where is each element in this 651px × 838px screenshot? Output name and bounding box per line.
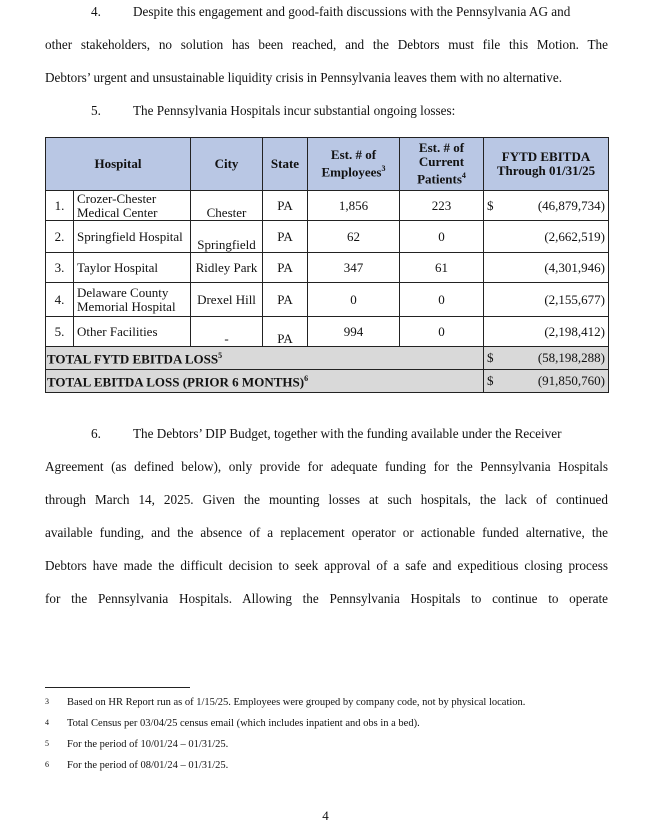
para6-number: 6.: [91, 426, 101, 441]
hospital-name: Taylor Hospital: [74, 253, 191, 283]
para5-number: 5.: [91, 103, 101, 118]
table-row: 1. Crozer-Chester Medical Center Chester PA 1,856 223 $ (46,879,734): [46, 191, 609, 221]
hospital-losses-table: [45, 137, 609, 393]
table-row: 2. Springfield Hospital Springfield PA 62 0 (2,662,519): [46, 221, 609, 253]
total-fytd-row: TOTAL FYTD EBITDA LOSS$^5$ $ (58,198,288): [46, 347, 609, 370]
para6-line-3: through March 14, 2025. Given the mounting losses at such hospitals, the lack of continued: [45, 492, 608, 507]
footnote-3: 3 Based on HR Report run as of 1/15/25. Employees were grouped by company code, not by physical location.: [45, 697, 526, 708]
total-six-months-row: TOTAL EBITDA LOSS (PRIOR 6 MONTHS)$^6$ $ (91,850,760): [46, 370, 609, 393]
footnote-4: 4 Total Census per 03/04/25 census email (which includes inpatient and obs in a bed).: [45, 718, 420, 729]
header-ebitda: FYTD EBITDA Through 01/31/25: [484, 138, 609, 191]
header-employees: Est. # of Employees$^3$: [308, 138, 400, 191]
header-state: State: [263, 138, 308, 191]
table-row: 5. Other Facilities - PA 994 0 (2,198,412): [46, 317, 609, 347]
para4-line-2: other stakeholders, no solution has been reached, and the Debtors must file this Motion. The: [45, 37, 608, 52]
hospital-name: Springfield Hospital: [74, 221, 191, 253]
footnote-6: 6 For the period of 08/01/24 – 01/31/25.: [45, 760, 229, 771]
header-hospital: Hospital: [46, 138, 191, 191]
para6-line-4: available funding, and the absence of a replacement operator or actionable funded alternative, the: [45, 525, 608, 540]
para6-line-1: 6. The Debtors’ DIP Budget, together with the funding available under the Receiver: [45, 426, 608, 442]
para4-line-3: Debtors’ urgent and unsustainable liquidity crisis in Pennsylvania leaves them with no alternative.: [45, 70, 563, 85]
para4-line-1: 4. Despite this engagement and good-faith discussions with the Pennsylvania AG and: [45, 4, 608, 20]
para6-line-5: Debtors have made the difficult decision to seek approval of a safe and expeditious closing process: [45, 558, 608, 573]
table-header-row: [46, 138, 609, 191]
header-patients: Est. # of Current Patients$^4$: [400, 138, 484, 191]
hospital-name: Crozer-Chester Medical Center: [74, 191, 191, 221]
para6-line-6: for the Pennsylvania Hospitals. Allowing the Pennsylvania Hospitals to continue to operate: [45, 591, 608, 606]
para5: 5. The Pennsylvania Hospitals incur substantial ongoing losses:: [45, 103, 608, 119]
footnote-5: 5 For the period of 10/01/24 – 01/31/25.: [45, 739, 229, 750]
table-row: 4. Delaware County Memorial Hospital Drexel Hill PA 0 0 (2,155,677): [46, 283, 609, 317]
table-row: 3. Taylor Hospital Ridley Park PA 347 61 (4,301,946): [46, 253, 609, 283]
para4-number: 4.: [91, 4, 101, 19]
hospital-name: Delaware County Memorial Hospital: [74, 283, 191, 317]
header-city: City: [191, 138, 263, 191]
page-number: 4: [322, 808, 329, 823]
footnote-divider: [45, 687, 190, 688]
hospital-name: Other Facilities: [74, 317, 191, 347]
para6-line-2: Agreement (as defined below), only provide for adequate funding for the Pennsylvania Hospitals: [45, 459, 608, 474]
